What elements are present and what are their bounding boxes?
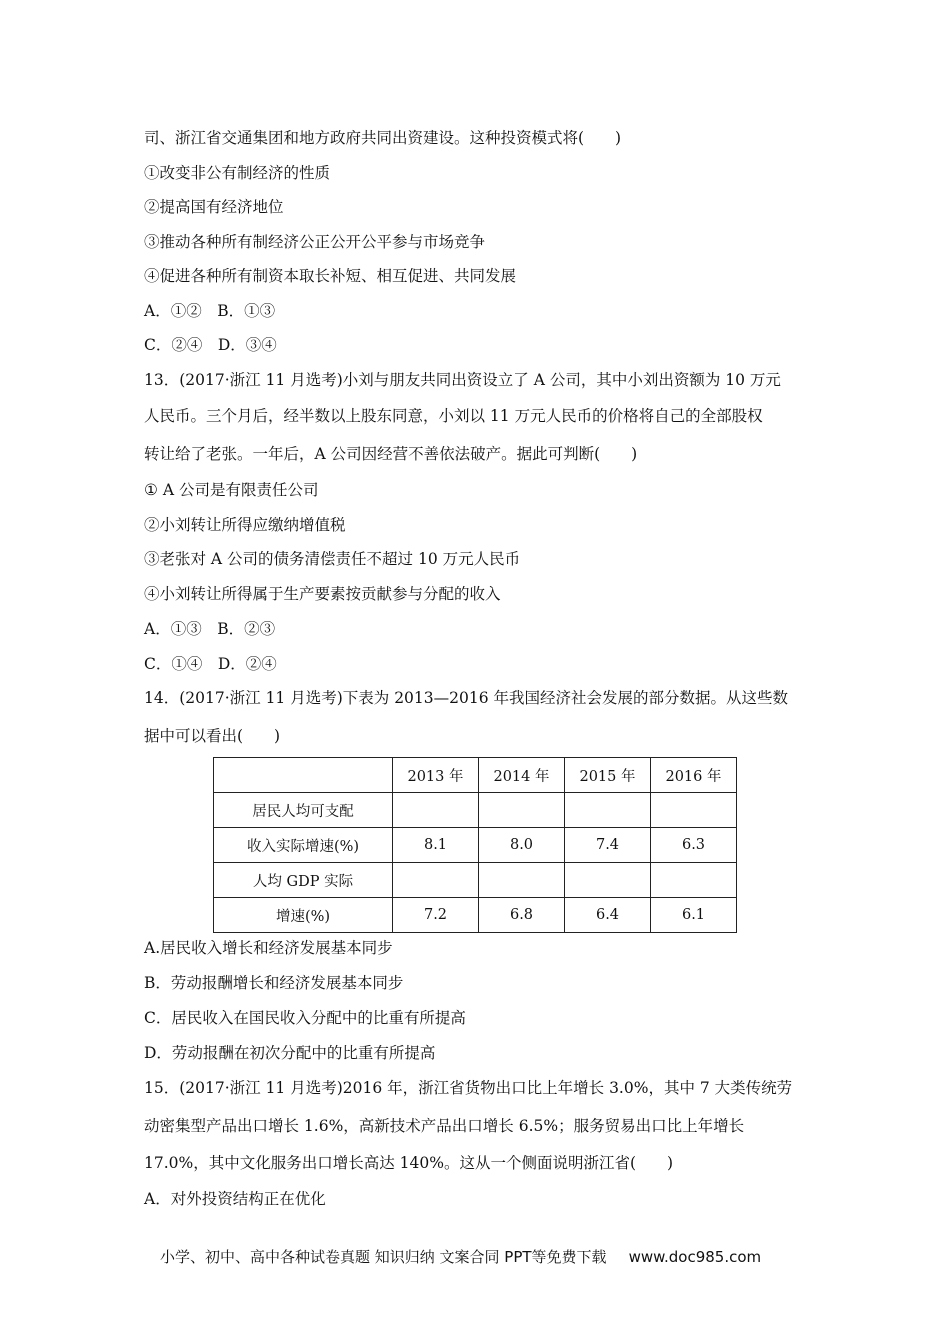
q14-stem-line-2: 据中可以看出( ) xyxy=(144,727,281,745)
row-1-label-b: 收入实际增速(%) xyxy=(214,828,393,863)
footer-site-link[interactable]: www.doc985.com xyxy=(628,1248,762,1266)
table-row xyxy=(214,793,737,828)
header-2014: 2014 年 xyxy=(479,758,565,793)
q12-options-ab: A．①② B．①③ xyxy=(144,302,276,320)
q13-options-ab: A．①③ B．②③ xyxy=(144,620,276,638)
q13-item-3: ③老张对 A 公司的债务清偿责任不超过 10 万元人民币 xyxy=(144,550,521,568)
table-cell: 6.3 xyxy=(651,828,737,863)
q15-option-a: A．对外投资结构正在优化 xyxy=(144,1190,326,1208)
row-2-label-a: 人均 GDP 实际 xyxy=(214,863,393,898)
table-cell: 6.4 xyxy=(565,898,651,933)
q13-stem-line-3: 转让给了老张。一年后，A 公司因经营不善依法破产。据此可判断( ) xyxy=(144,445,638,463)
q12-item-1: ①改变非公有制经济的性质 xyxy=(144,164,331,182)
table-row xyxy=(214,898,737,933)
q15-stem-line-1: 15．(2017·浙江 11 月选考)2016 年，浙江省货物出口比上年增长 3.0%，其中 7 大类传统劳 xyxy=(144,1079,793,1097)
page-footer xyxy=(160,1246,761,1267)
q13-item-2: ②小刘转让所得应缴纳增值税 xyxy=(144,516,346,534)
q13-item-4: ④小刘转让所得属于生产要素按贡献参与分配的收入 xyxy=(144,585,501,603)
q15-stem-line-3: 17.0%，其中文化服务出口增长高达 140%。这从一个侧面说明浙江省( ) xyxy=(144,1154,674,1172)
q12-options-cd: C．②④ D．③④ xyxy=(144,336,277,354)
row-2-label-b: 增速(%) xyxy=(214,898,393,933)
q14-option-b: B．劳动报酬增长和经济发展基本同步 xyxy=(144,974,404,992)
q13-stem-line-1: 13．(2017·浙江 11 月选考)小刘与朋友共同出资设立了 A 公司，其中小刘出资额为 10 万元 xyxy=(144,371,781,389)
q15-stem-line-2: 动密集型产品出口增长 1.6%，高新技术产品出口增长 6.5%；服务贸易出口比上年增长 xyxy=(144,1117,745,1135)
q13-item-1: ① A 公司是有限责任公司 xyxy=(144,481,319,499)
header-2016: 2016 年 xyxy=(651,758,737,793)
q14-option-c: C．居民收入在国民收入分配中的比重有所提高 xyxy=(144,1009,466,1027)
q14-data-table xyxy=(213,757,737,933)
table-cell: 6.1 xyxy=(651,898,737,933)
q14-option-a: A.居民收入增长和经济发展基本同步 xyxy=(144,939,393,957)
q14-option-d: D．劳动报酬在初次分配中的比重有所提高 xyxy=(144,1044,436,1062)
q14-stem-line-1: 14．(2017·浙江 11 月选考)下表为 2013—2016 年我国经济社会发展的部分数据。从这些数 xyxy=(144,689,789,707)
q13-options-cd: C．①④ D．②④ xyxy=(144,655,277,673)
footer-text: 小学、初中、高中各种试卷真题 知识归纳 文案合同 PPT等免费下载 xyxy=(160,1248,607,1266)
table-cell: 7.2 xyxy=(393,898,479,933)
header-2015: 2015 年 xyxy=(565,758,651,793)
q12-item-4: ④促进各种所有制资本取长补短、相互促进、共同发展 xyxy=(144,267,517,285)
table-cell: 6.8 xyxy=(479,898,565,933)
q12-item-2: ②提高国有经济地位 xyxy=(144,198,284,216)
table-header-row xyxy=(214,758,737,793)
q13-stem-line-2: 人民币。三个月后，经半数以上股东同意，小刘以 11 万元人民币的价格将自己的全部股权 xyxy=(144,407,763,425)
table-cell: 8.0 xyxy=(479,828,565,863)
table-corner-cell xyxy=(214,758,393,793)
table-row xyxy=(214,863,737,898)
row-1-label-a: 居民人均可支配 xyxy=(214,793,393,828)
table-row xyxy=(214,828,737,863)
header-2013: 2013 年 xyxy=(393,758,479,793)
table-cell: 7.4 xyxy=(565,828,651,863)
q12-stem-tail: 司、浙江省交通集团和地方政府共同出资建设。这种投资模式将( ) xyxy=(144,129,622,147)
table-cell: 8.1 xyxy=(393,828,479,863)
q12-item-3: ③推动各种所有制经济公正公开公平参与市场竞争 xyxy=(144,233,486,251)
